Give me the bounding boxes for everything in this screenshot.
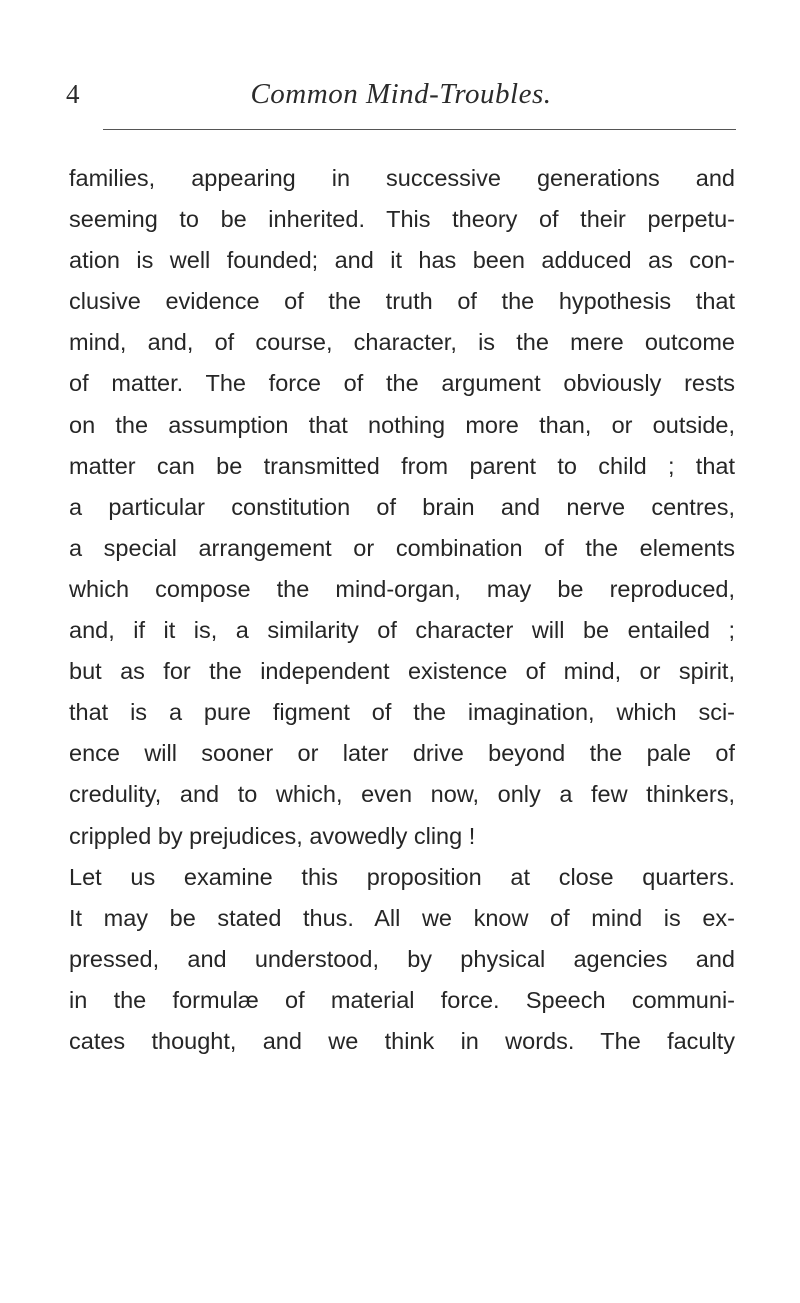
text-line: a particular constitution of brain and nerve centres,	[69, 493, 735, 520]
text-line: credulity, and to which, even now, only a few thinkers,	[69, 781, 735, 808]
text-line: in the formulæ of material force. Speech communi-	[69, 986, 735, 1013]
text-line: a special arrangement or combination of the elements	[69, 534, 735, 561]
text-line: clusive evidence of the truth of the hypothesis that	[69, 288, 735, 315]
text-line: which compose the mind-organ, may be reproduced,	[69, 575, 735, 602]
text-line: but as for the independent existence of mind, or spirit,	[69, 658, 735, 685]
text-line: crippled by prejudices, avowedly cling !	[69, 822, 476, 849]
running-title: Common Mind-Troubles.	[250, 78, 552, 110]
text-line: pressed, and understood, by physical agencies and	[69, 945, 735, 972]
text-line: Let us examine this proposition at close quarters.	[69, 863, 735, 890]
text-line: mind, and, of course, character, is the mere outcome	[69, 329, 735, 356]
header-rule	[103, 129, 736, 130]
text-line: seeming to be inherited. This theory of their perpetu-	[69, 206, 735, 233]
text-line: cates thought, and we think in words. The faculty	[69, 1027, 735, 1054]
page-number: 4	[66, 79, 80, 109]
text-line: It may be stated thus. All we know of mind is ex-	[69, 904, 735, 931]
text-line: and, if it is, a similarity of character will be entailed ;	[69, 617, 735, 644]
page-header	[66, 74, 736, 114]
text-line: families, appearing in successive generations and	[69, 165, 735, 191]
text-line: that is a pure figment of the imagination, which sci-	[69, 699, 735, 726]
text-line: matter can be transmitted from parent to child ; that	[69, 452, 735, 479]
text-line: on the assumption that nothing more than, or outside,	[69, 411, 735, 438]
body-text	[69, 158, 735, 1062]
text-line: of matter. The force of the argument obviously rests	[69, 370, 735, 397]
text-line: ence will sooner or later drive beyond the pale of	[69, 740, 735, 767]
text-line: ation is well founded; and it has been adduced as con-	[69, 247, 735, 274]
